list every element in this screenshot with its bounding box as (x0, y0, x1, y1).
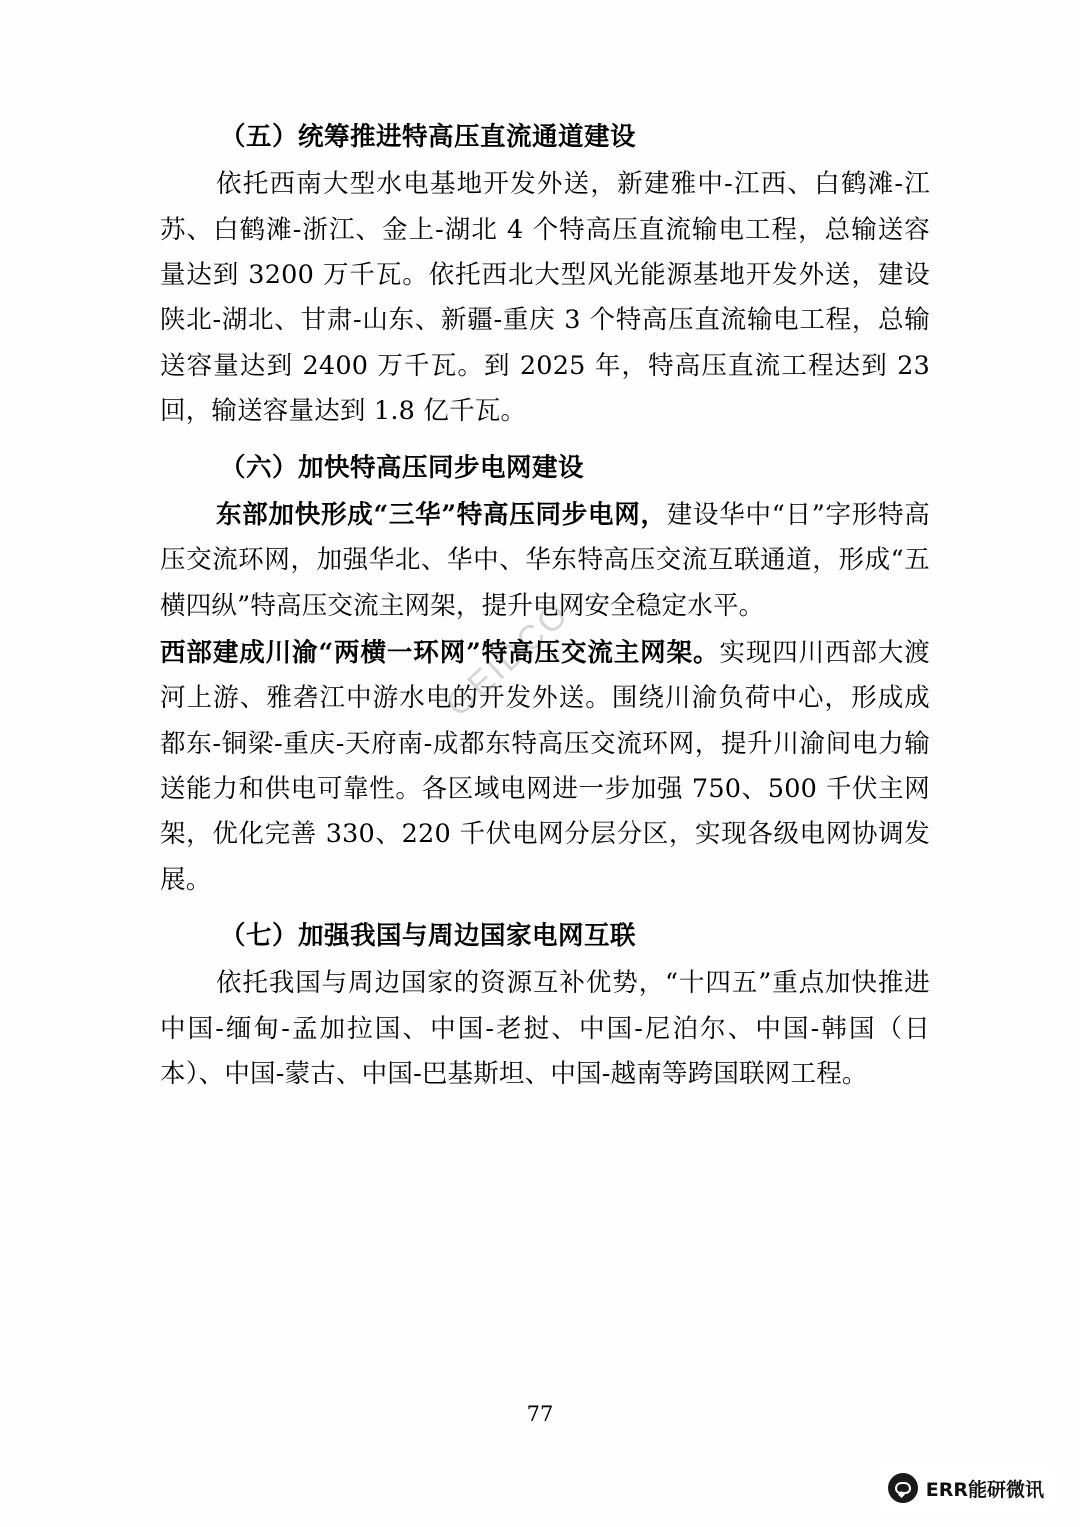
wechat-account-badge (880, 1467, 1054, 1509)
page-number: 77 (526, 1402, 554, 1426)
paragraph-6-2 (160, 631, 930, 903)
section-heading-7: （七）加强我国与周边国家电网互联 (220, 921, 637, 952)
document-body (160, 118, 930, 1102)
paragraph-6-1-text: 建设华中“日”字形特高压交流环网，加强华北、华中、华东特高压交流互联通道，形成“五横四纵”特高压交流主网架，提升电网安全稳定水平。 (160, 499, 930, 621)
watermark-text: GEIDCO (438, 594, 577, 725)
paragraph-7-1: 依托我国与周边国家的资源互补优势，“十四五”重点加快推进中国-缅甸-孟加拉国、中国-老挝、中国-尼泊尔、中国-韩国（日本）、中国-蒙古、中国-巴基斯坦、中国-越南等跨国联网工程。 (160, 968, 930, 1090)
wechat-account-icon (888, 1473, 918, 1503)
paragraph-6-2-lead: 西部建成川渝“两横一环网”特高压交流主网架。 (160, 637, 720, 668)
paragraph-6-1-lead: 东部加快形成“三华”特高压同步电网， (216, 499, 667, 530)
wechat-account-label: ERR能研微讯 (925, 1478, 1044, 1501)
paragraph-5-1: 依托西南大型水电基地开发外送，新建雅中-江西、白鹤滩-江苏、白鹤滩-浙江、金上-湖北 4 个特高压直流输电工程，总输送容量达到 3200 万千瓦。依托西北大型风光能源基地开发外送，建设陕北-湖北、甘肃-山东、新疆-重庆 3 个特高压直流输电工程，总输送容量达到 2400 万千瓦。到 2025 年，特高压直流工程达到 23 回，输送容量达到 1.8 亿千瓦。 (160, 169, 930, 427)
spacer (160, 439, 930, 449)
paragraph-6-2-text: 实现四川西部大渡河上游、雅砻江中游水电的开发外送。围绕川渝负荷中心，形成成都东-铜梁-重庆-天府南-成都东特高压交流环网，提升川渝间电力输送能力和供电可靠性。各区域电网进一步加强 750、500 千伏主网架，优化完善 330、220 千伏电网分层分区，实现各级电网协调发展。 (160, 637, 930, 895)
spacer (160, 907, 930, 917)
section-heading-5: （五）统筹推进特高压直流通道建设 (220, 122, 637, 152)
section-heading-6: （六）加快特高压同步电网建设 (220, 452, 585, 483)
paragraph-6-1 (160, 493, 930, 629)
